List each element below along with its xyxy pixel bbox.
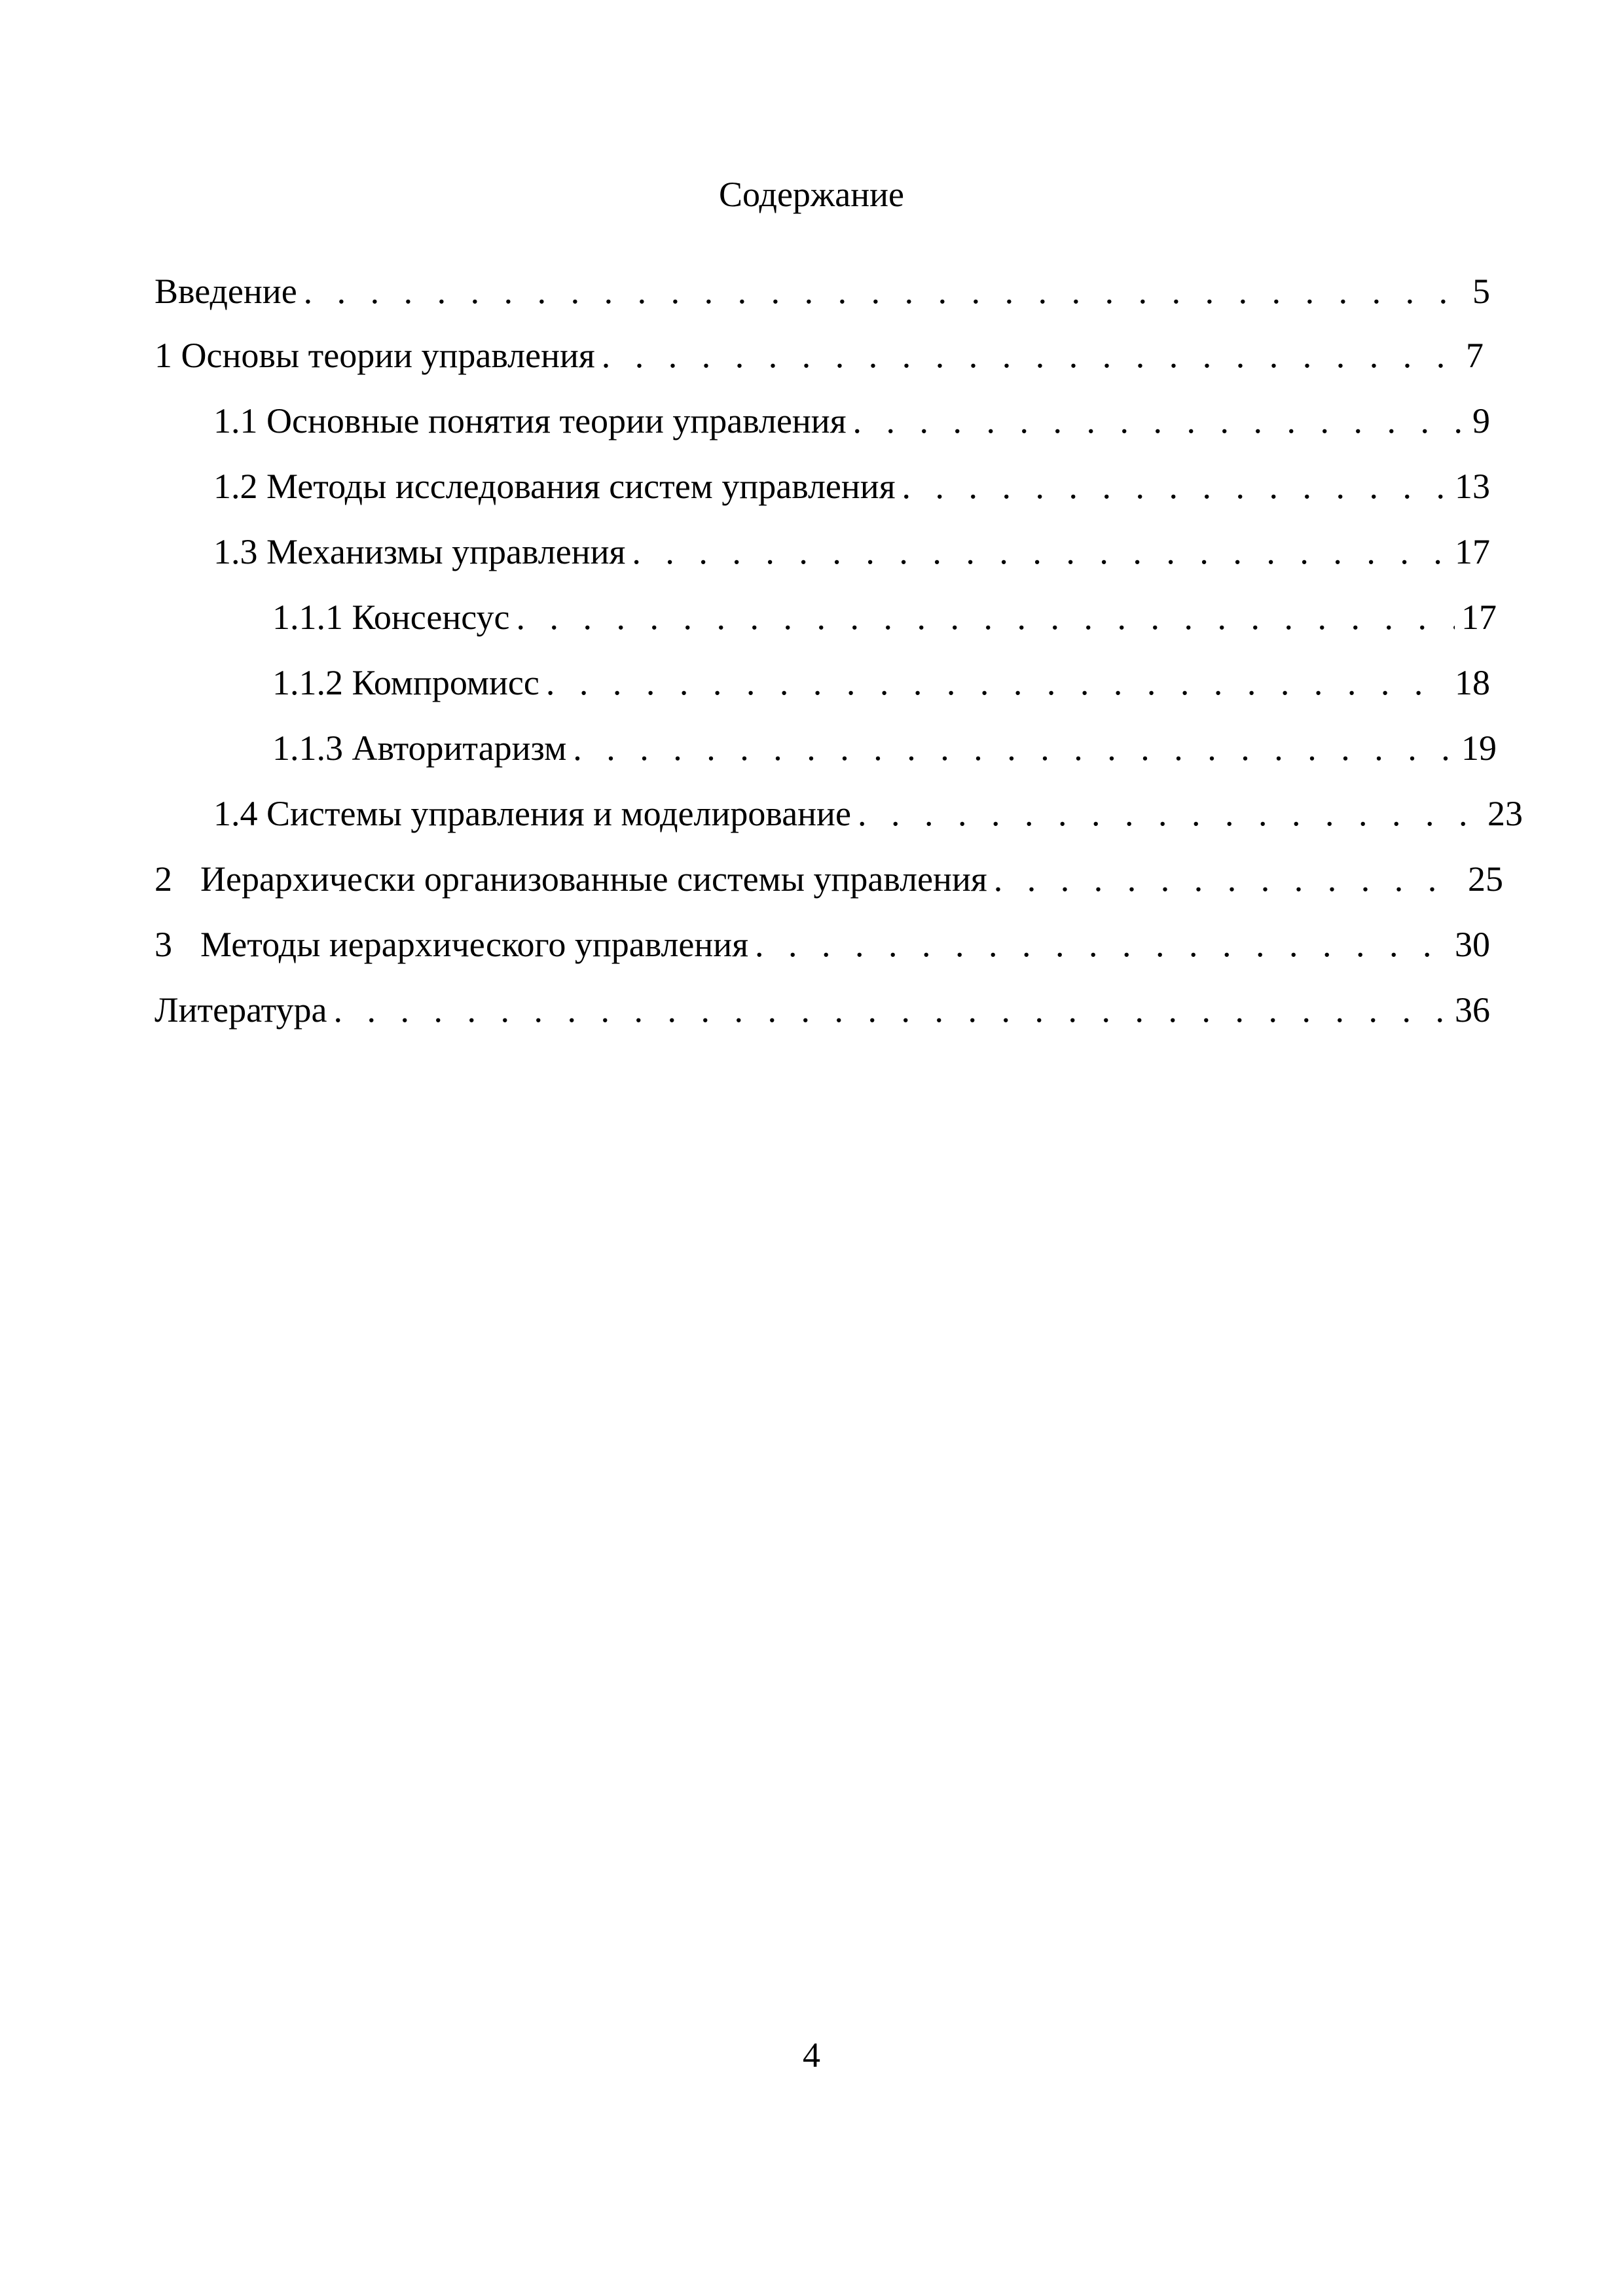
toc-dot-leader [902, 463, 1448, 509]
toc-dot-leader [994, 856, 1461, 902]
toc-entry-page: 13 [1455, 467, 1490, 506]
toc-entry-page: 5 [1472, 272, 1490, 311]
toc-entry-number: 1.4 [213, 794, 258, 833]
toc-entry-page: 19 [1461, 728, 1497, 768]
toc-entry-page: 25 [1468, 859, 1503, 899]
toc-entry-label: Основы теории управления [181, 336, 595, 375]
toc-entry-subsection-1-1-3[interactable] [272, 725, 1497, 771]
toc-entry-label: Литература [155, 990, 327, 1030]
toc-entry-number: 1.1 [213, 401, 258, 440]
toc-entry-section-1-4[interactable] [213, 791, 1523, 836]
toc-entry-page: 36 [1455, 990, 1490, 1030]
toc-dot-leader [858, 791, 1481, 836]
toc-entry-number: 1.1.1 [272, 598, 343, 637]
toc-entry-number: 2 [155, 859, 172, 899]
toc-entry-label: Консенсус [352, 598, 510, 637]
toc-entry-label: Методы иерархического управления [200, 925, 749, 964]
toc-entry-subsection-1-1-2[interactable] [272, 660, 1490, 706]
toc-entry-number: 1.3 [213, 532, 258, 571]
toc-entry-page: 7 [1466, 336, 1484, 375]
toc-dot-leader [304, 268, 1466, 314]
toc-entry-subsection-1-1-1[interactable] [272, 594, 1497, 640]
toc-dot-leader [755, 922, 1448, 967]
toc-entry-number: 1 [155, 336, 172, 375]
toc-entry-number: 1.2 [213, 467, 258, 506]
toc-entry-section-1-3[interactable] [213, 529, 1490, 575]
toc-entry-section-1-1[interactable] [213, 398, 1490, 444]
toc-dot-leader [573, 725, 1455, 771]
toc-entry-label: Основные понятия теории управления [266, 401, 847, 440]
toc-entry-number: 1.1.3 [272, 728, 343, 768]
toc-entry-page: 18 [1455, 663, 1490, 702]
toc-entry-number: 1.1.2 [272, 663, 343, 702]
toc-dot-leader [516, 594, 1455, 640]
toc-entry-label: Методы исследования систем управления [266, 467, 896, 506]
toc-dot-leader [334, 987, 1448, 1033]
toc-title: Содержание [719, 175, 904, 214]
toc-entry-label: Компромисс [352, 663, 539, 702]
toc-dot-leader [602, 332, 1459, 378]
toc-entry-chapter-1[interactable] [155, 332, 1484, 378]
toc-entry-section-1-2[interactable] [213, 463, 1490, 509]
toc-dot-leader [632, 529, 1448, 575]
toc-dot-leader [546, 660, 1448, 706]
toc-entry-label: Введение [155, 272, 297, 311]
toc-entry-page: 17 [1455, 532, 1490, 571]
toc-dot-leader [853, 398, 1466, 444]
toc-entry-introduction[interactable] [155, 268, 1490, 314]
toc-entry-chapter-3[interactable] [155, 922, 1490, 967]
page-number: 4 [803, 2036, 820, 2075]
toc-entry-label: Механизмы управления [266, 532, 626, 571]
toc-entry-page: 30 [1455, 925, 1490, 964]
toc-entry-label: Иерархически организованные системы управления [200, 859, 987, 899]
toc-entry-page: 17 [1461, 598, 1497, 637]
toc-entry-label: Системы управления и моделирование [266, 794, 851, 833]
toc-entry-page: 23 [1487, 794, 1523, 833]
toc-entry-label: Авторитаризм [352, 728, 567, 768]
toc-entry-references[interactable] [155, 987, 1490, 1033]
toc-entry-number: 3 [155, 925, 172, 964]
toc-entry-chapter-2[interactable] [155, 856, 1503, 902]
toc-entry-page: 9 [1472, 401, 1490, 440]
